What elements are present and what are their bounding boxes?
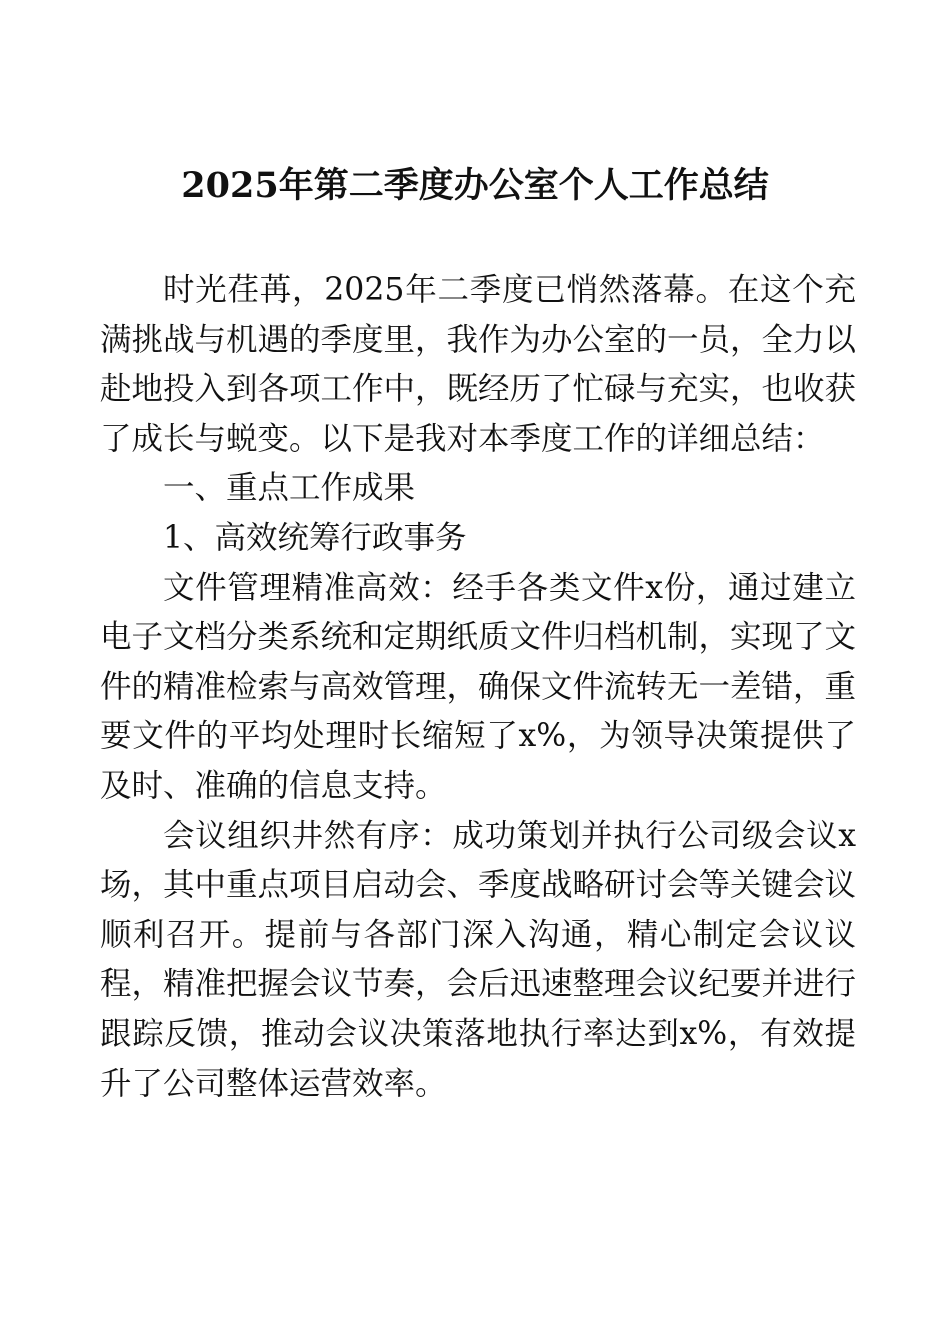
- section-heading: 一、重点工作成果: [163, 470, 416, 507]
- file-management-paragraph: 文件管理精准高效：经手各类文件x份，通过建立电子文档分类系统和定期纸质文件归档机制，实现了文件的精准检索与高效管理，确保文件流转无一差错，重要文件的平均处理时长缩短了x%，为领导决策提供了及时、准确的信息支持。: [100, 569, 857, 804]
- subsection-heading: 1、高效统筹行政事务: [163, 519, 467, 556]
- document-body: [100, 266, 856, 1109]
- intro-paragraph: 时光荏苒，2025年二季度已悄然落幕。在这个充满挑战与机遇的季度里，我作为办公室的一员，全力以赴地投入到各项工作中，既经历了忙碌与充实，也收获了成长与蜕变。以下是我对本季度工作的详细总结：: [100, 272, 857, 457]
- meeting-organization-paragraph: 会议组织井然有序：成功策划并执行公司级会议x场，其中重点项目启动会、季度战略研讨会等关键会议顺利召开。提前与各部门深入沟通，精心制定会议议程，精准把握会议节奏，会后迅速整理会议纪要并进行跟踪反馈，推动会议决策落地执行率达到x%，有效提升了公司整体运营效率。: [100, 817, 857, 1102]
- document-title: 2025年第二季度办公室个人工作总结: [181, 165, 769, 206]
